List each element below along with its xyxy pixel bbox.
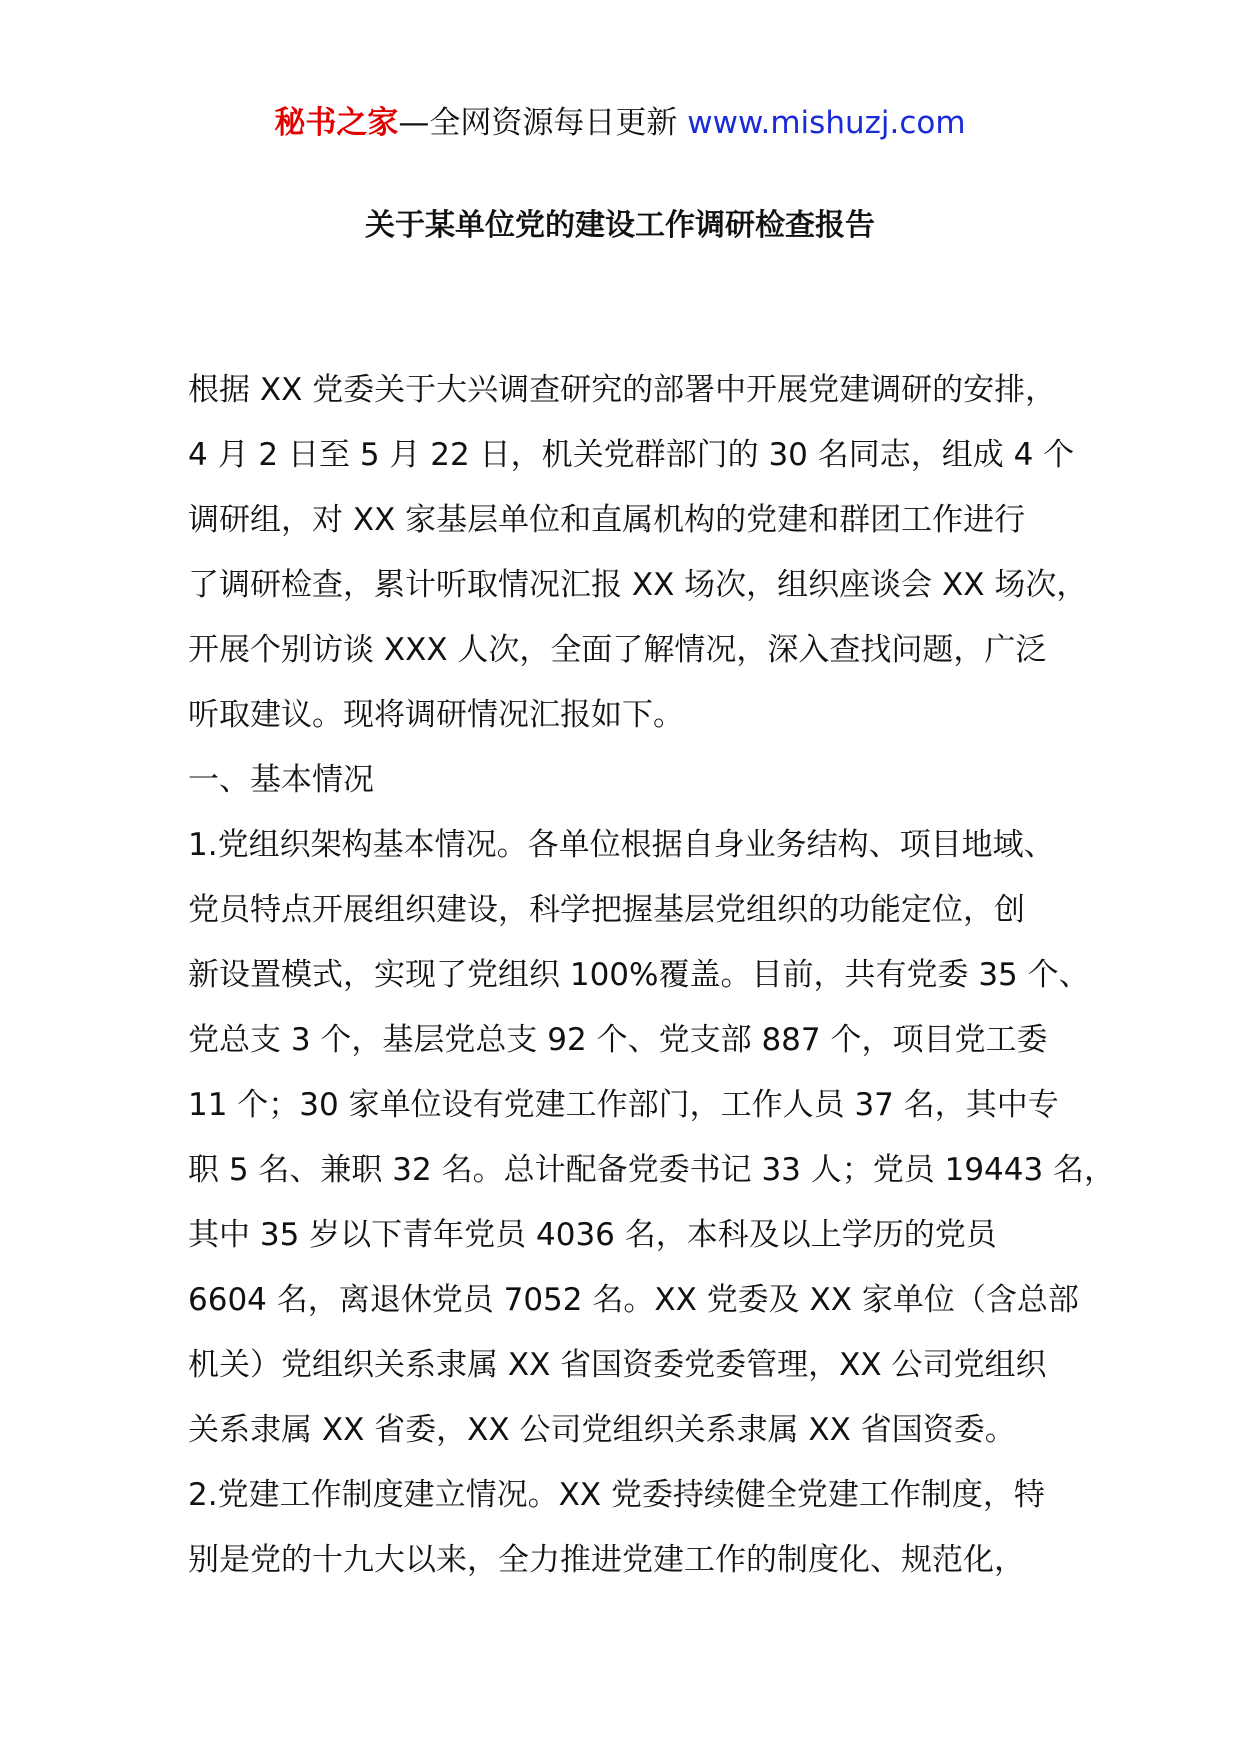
site-url-link[interactable]: www.mishuzj.com bbox=[687, 105, 966, 141]
body-line: 4 月 2 日至 5 月 22 日，机关党群部门的 30 名同志，组成 4 个 bbox=[188, 437, 1075, 473]
document-title: 关于某单位党的建设工作调研检查报告 bbox=[365, 208, 875, 243]
brand-name: 秘书之家 bbox=[274, 105, 399, 141]
body-line: 党员特点开展组织建设，科学把握基层党组织的功能定位，创 bbox=[188, 892, 1025, 928]
body-line: 1.党组织架构基本情况。各单位根据自身业务结构、项目地域、 bbox=[188, 827, 1055, 863]
body-line: 别是党的十九大以来，全力推进党建工作的制度化、规范化， bbox=[188, 1542, 1025, 1578]
body-line: 职 5 名、兼职 32 名。总计配备党委书记 33 人；党员 19443 名， bbox=[188, 1152, 1116, 1188]
body-line: 党总支 3 个，基层党总支 92 个、党支部 887 个，项目党工委 bbox=[188, 1022, 1048, 1058]
body-line: 关系隶属 XX 省委，XX 公司党组织关系隶属 XX 省国资委。 bbox=[188, 1412, 1016, 1448]
body-line: 听取建议。现将调研情况汇报如下。 bbox=[188, 697, 684, 733]
banner-tagline: —全网资源每日更新 bbox=[398, 105, 688, 141]
site-banner bbox=[0, 100, 1240, 146]
section-heading: 一、基本情况 bbox=[188, 762, 374, 798]
body-line: 根据 XX 党委关于大兴调查研究的部署中开展党建调研的安排， bbox=[188, 372, 1057, 408]
body-line: 其中 35 岁以下青年党员 4036 名，本科及以上学历的党员 bbox=[188, 1217, 997, 1253]
body-line: 机关）党组织关系隶属 XX 省国资委党委管理，XX 公司党组织 bbox=[188, 1347, 1047, 1383]
body-line: 11 个；30 家单位设有党建工作部门，工作人员 37 名，其中专 bbox=[188, 1087, 1059, 1123]
document-body bbox=[188, 358, 1116, 1593]
body-line: 了调研检查，累计听取情况汇报 XX 场次，组织座谈会 XX 场次， bbox=[188, 567, 1088, 603]
body-line: 2.党建工作制度建立情况。XX 党委持续健全党建工作制度，特 bbox=[188, 1477, 1045, 1513]
body-line: 调研组，对 XX 家基层单位和直属机构的党建和群团工作进行 bbox=[188, 502, 1026, 538]
body-line: 新设置模式，实现了党组织 100%覆盖。目前，共有党委 35 个、 bbox=[188, 957, 1090, 993]
body-line: 6604 名，离退休党员 7052 名。XX 党委及 XX 家单位（含总部 bbox=[188, 1282, 1079, 1318]
body-line: 开展个别访谈 XXX 人次，全面了解情况，深入查找问题，广泛 bbox=[188, 632, 1047, 668]
